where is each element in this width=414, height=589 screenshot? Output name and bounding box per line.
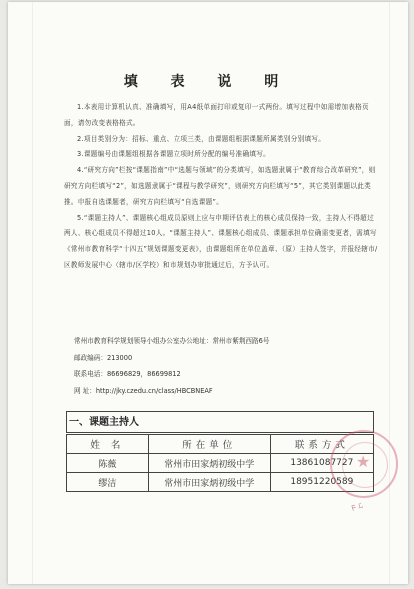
table-header-row — [67, 435, 374, 454]
host-name: 缪洁 — [67, 473, 149, 492]
instructions-list — [64, 100, 380, 274]
seal-star-icon: ★ — [356, 452, 371, 471]
instruction-item: 4.“研究方向”栏按“课题指南”中“选题与领域”的分类填写，如选题隶属于“教育综合改革研究”，则研究方向栏填写“2”，如选题隶属于“课程与教学研究”，则研究方向栏填写“5”，其它类别课题以此类推。申报自选课题者，研究方向栏填写“自选课题”。 — [64, 166, 376, 206]
contact-info — [74, 333, 269, 399]
instruction-item: 1.本表用计算机认真、准确填写，用A4纸单面打印或复印一式两份。填写过程中如需增加表格页面，请勿改变表格格式。 — [64, 103, 369, 127]
phone-numbers: 联系电话：86696829，86699812 — [74, 370, 181, 379]
page-title: 填 表 说 明 — [123, 74, 293, 90]
instruction-item: 3.课题编号由课题组根据各课题立项时所分配的编号准确填写。 — [77, 150, 271, 159]
header-name: 姓 名 — [67, 435, 149, 454]
official-seal-icon — [330, 430, 398, 498]
header-contact: 联系方式 — [270, 435, 373, 454]
office-address: 常州市教育科学规划领导小组办公室办公地址：常州市紫荆西路6号 — [74, 337, 270, 345]
table-row — [67, 454, 374, 473]
section-heading: 一、课题主持人 — [66, 411, 374, 433]
signature-mark: ᖴ ℒ — [350, 501, 365, 513]
host-phone: 18951220589 — [270, 473, 373, 492]
hosts-table — [66, 434, 374, 492]
postcode: 邮政编码：213000 — [74, 353, 133, 362]
header-unit: 所在单位 — [148, 435, 270, 454]
website: 网 址：http://jky.czedu.cn/class/HBCBNEAF — [74, 386, 213, 395]
host-name: 陈薇 — [67, 454, 149, 473]
host-unit: 常州市田家炳初级中学 — [148, 473, 270, 492]
host-phone: 13861087727 — [270, 454, 373, 473]
host-unit: 常州市田家炳初级中学 — [148, 454, 270, 473]
instruction-item: 5.“课题主持人”、课题核心组成员原则上应与申期评估表上的核心成员保持一致，主持人不得超过两人、核心组成员不得超过10人。“课题主持人”、课题核心组成员、课题承担单位确需变更者，需填写《常州市教育科学“十四五”规划课题变更表》，由课题组所在单位盖章、（原）主持人签字，并报经辖市/区教师发展中心（辖市/区学校）和市规划办审批通过后，方予认可。 — [64, 213, 378, 269]
table-row — [67, 473, 374, 492]
document-page — [8, 2, 408, 584]
instruction-item: 2.项目类别分为：招标、重点、立项三类，由课题组根据课题所属类别分别填写。 — [77, 134, 326, 143]
